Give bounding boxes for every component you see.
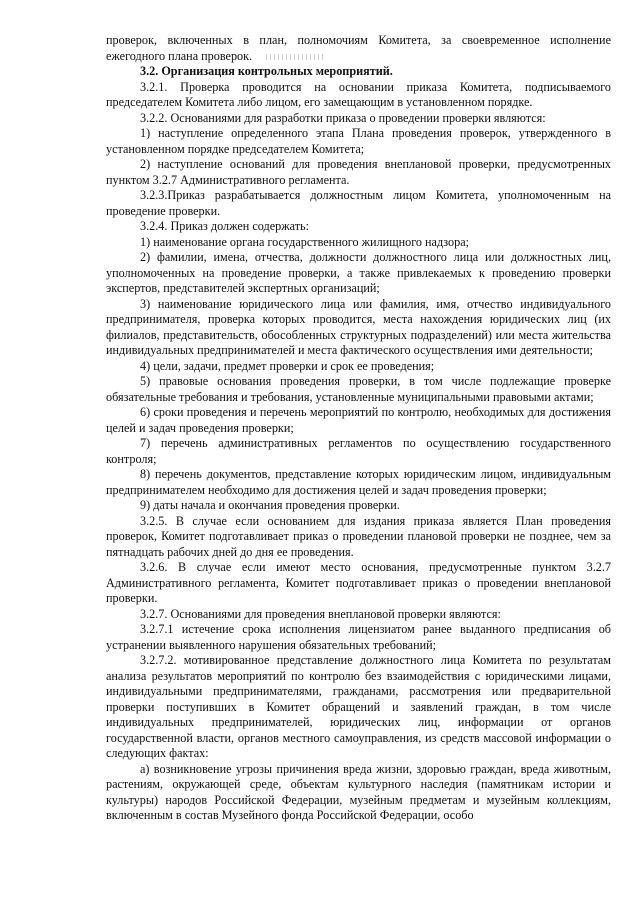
paragraph: 3.2.6. В случае если имеют место основания, предусмотренные пунктом 3.2.7 Административного регламента, Комитет подготавливает приказ о проведении внеплановой проверки. <box>106 560 611 605</box>
paragraph: 3) наименование юридического лица или фамилия, имя, отчество индивидуального предпринимателя, проверка которых проводится, места нахождения юридических лиц (их филиалов, представительств, обособленных структурных подразделений) или места жительства индивидуальных предпринимателей и места фактического осуществления ими деятельности; <box>106 296 611 357</box>
paragraph: 4) цели, задачи, предмет проверки и срок ее проведения; <box>140 358 435 373</box>
paragraph: 3.2.7. Основаниями для проведения внеплановой проверки являются: <box>140 606 501 621</box>
paragraph: 3.2.5. В случае если основанием для издания приказа является План проведения проверок, Комитет подготавливает приказ о проведении плановой проверки не позднее, чем за пятнадцать рабочих дней до дня ее проведения. <box>106 513 611 559</box>
paragraph: 3.2.4. Приказ должен содержать: <box>140 219 309 233</box>
paragraph: а) возникновение угрозы причинения вреда жизни, здоровью граждан, вреда животным, растениям, окружающей среде, объектам культурного наследия (памятникам истории и культуры) народов Российской Федерации, музейным предметам и музейным коллекциям, включенным в состав Музейного фонда Российской Федерации, особо <box>106 761 611 822</box>
paragraph: 9) даты начала и окончания проведения проверки. <box>140 498 400 512</box>
section-heading: 3.2. Организация контрольных мероприятий. <box>140 64 393 78</box>
paragraph: 3.2.2. Основаниями для разработки приказа о проведении проверки являются: <box>140 110 546 125</box>
paragraph: 6) сроки проведения и перечень мероприятий по контролю, необходимых для достижения целей и задач проведения проверки; <box>106 405 611 435</box>
paragraph: 2) наступление оснований для проведения внеплановой проверки, предусмотренных пунктом 3.2.7 Административного регламента. <box>106 157 611 187</box>
paragraph: 8) перечень документов, представление которых юридическим лицом, индивидуальным предпринимателем необходимо для достижения целей и задач проведения проверки; <box>106 467 611 497</box>
paragraph: проверок, включенных в план, полномочиям Комитета, за своевременное исполнение ежегодного плана проверок. <box>106 33 611 63</box>
paragraph: 1) наступление определенного этапа Плана проведения проверок, утвержденного в установленном порядке председателем Комитета; <box>106 126 611 156</box>
paragraph: 3.2.3.Приказ разрабатывается должностным лицом Комитета, уполномоченным на проведение проверки. <box>106 188 611 218</box>
paragraph: 1) наименование органа государственного жилищного надзора; <box>140 234 470 249</box>
document-page <box>106 33 611 824</box>
paragraph: 7) перечень административных регламентов по осуществлению государственного контроля; <box>106 436 611 466</box>
paragraph: 3.2.7.2. мотивированное представление должностного лица Комитета по результатам анализа результатов мероприятий по контролю без взаимодействия с юридическими лицами, индивидуальными предпринимателями, гражданами, рассмотрения или предварительной проверки поступивших в Комитет обращений и заявлений граждан, в том числе индивидуальных предпринимателей, юридических лиц, информации от органов государственной власти, органов местного самоуправления, из средств массовой информации о следующих фактах: <box>106 653 611 760</box>
paragraph: 3.2.1. Проверка проводится на основании приказа Комитета, подписываемого председателем Комитета либо лицом, его замещающим в установленном порядке. <box>106 79 611 109</box>
paragraph: 5) правовые основания проведения проверки, в том числе подлежащие проверке обязательные требования и требования, установленные муниципальными правовыми актами; <box>106 374 611 404</box>
paragraph: 3.2.7.1 истечение срока исполнения лицензиатом ранее выданного предписания об устранении выявленного нарушения обязательных требований; <box>106 622 611 652</box>
scan-noise <box>266 54 324 60</box>
paragraph: 2) фамилии, имена, отчества, должности должностного лица или должностных лиц, уполномоченных на проведение проверки, а также привлекаемых к проведению проверки экспертов, представителей экспертных организаций; <box>106 250 611 295</box>
